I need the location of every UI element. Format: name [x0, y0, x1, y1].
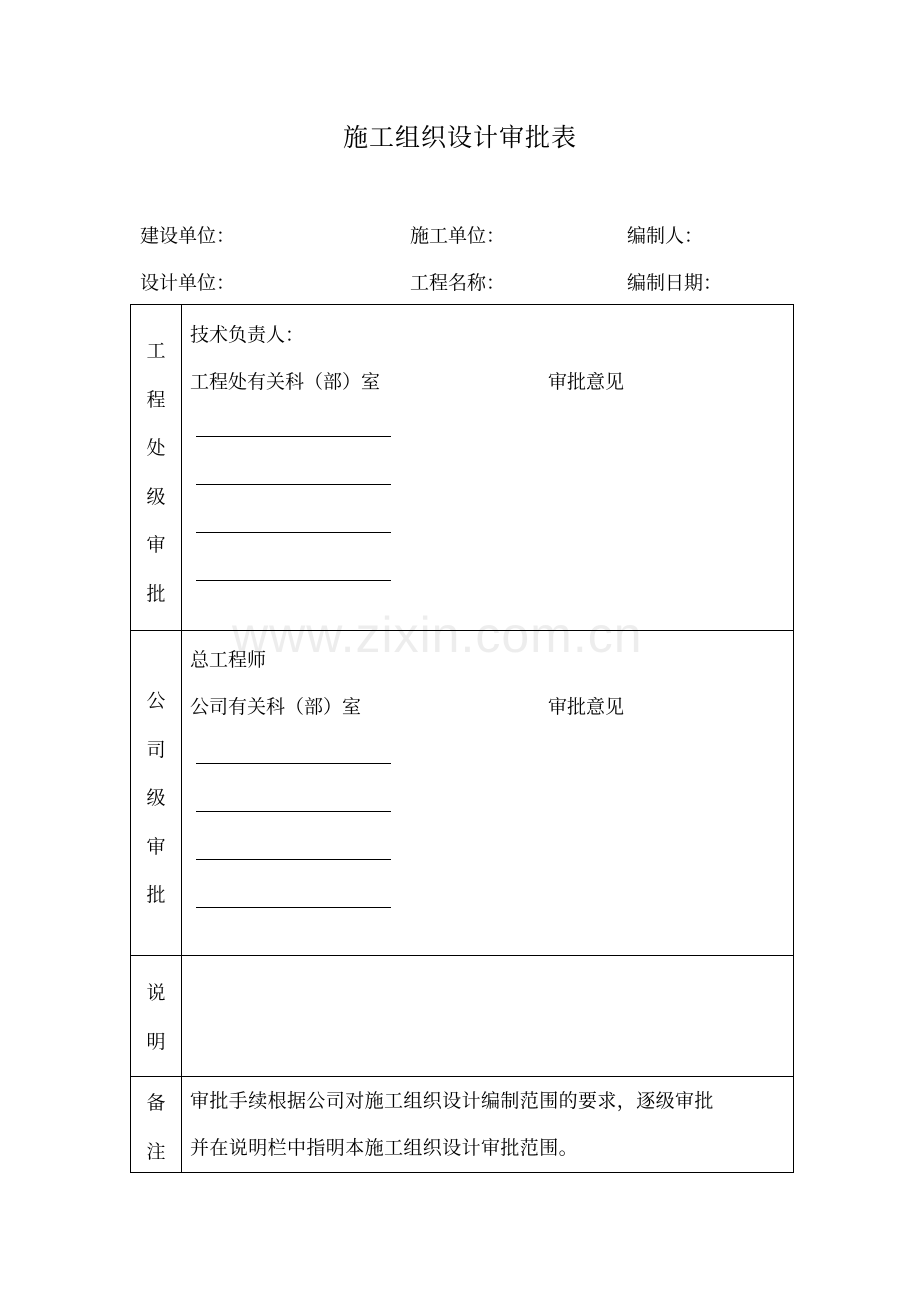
signature-line[interactable] — [196, 580, 391, 581]
company-opinion-label: 审批意见 — [548, 696, 625, 718]
approval-table — [130, 304, 794, 1173]
compiler-label: 编制人： — [627, 225, 704, 247]
explanation-field[interactable] — [183, 958, 791, 1072]
engineering-approval-label: 工 程 处 级 审 批 — [146, 340, 166, 605]
signature-line[interactable] — [196, 484, 391, 485]
column-divider — [181, 305, 182, 1172]
signature-line[interactable] — [196, 532, 391, 533]
remark-label: 备 注 — [146, 1092, 166, 1163]
signature-line[interactable] — [196, 436, 391, 437]
engineering-opinion-label: 审批意见 — [548, 371, 625, 393]
company-dept-label: 公司有关科（部）室 — [190, 696, 362, 718]
chief-engineer-label: 总工程师 — [190, 649, 267, 671]
engineering-dept-label: 工程处有关科（部）室 — [190, 371, 381, 393]
construction-unit-label: 建设单位： — [140, 225, 236, 247]
remark-text-line-1: 审批手续根据公司对施工组织设计编制范围的要求，逐级审批 — [190, 1090, 714, 1112]
watermark: www.zixin.com.cn — [232, 607, 643, 663]
builder-unit-label: 施工单位： — [410, 225, 506, 247]
compile-date-label: 编制日期： — [627, 272, 723, 294]
row-divider — [131, 1076, 793, 1077]
signature-line[interactable] — [196, 811, 391, 812]
row-divider — [131, 955, 793, 956]
signature-line[interactable] — [196, 907, 391, 908]
project-name-label: 工程名称： — [410, 272, 506, 294]
remark-text-line-2: 并在说明栏中指明本施工组织设计审批范围。 — [190, 1137, 579, 1159]
form-title: 施工组织设计审批表 — [342, 123, 577, 152]
explanation-label: 说 明 — [146, 982, 166, 1053]
company-approval-label: 公 司 级 审 批 — [146, 690, 166, 906]
design-unit-label: 设计单位： — [140, 272, 236, 294]
tech-lead-label: 技术负责人： — [190, 324, 305, 346]
signature-line[interactable] — [196, 763, 391, 764]
signature-line[interactable] — [196, 859, 391, 860]
